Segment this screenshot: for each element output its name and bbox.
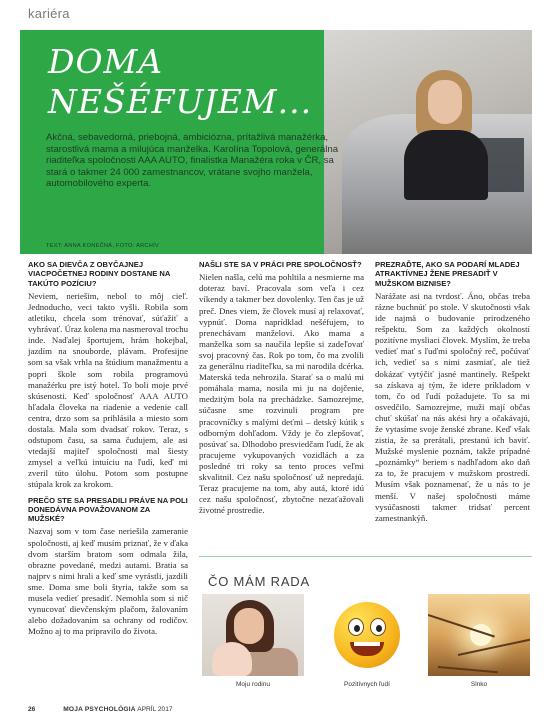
smiley-icon bbox=[334, 602, 400, 668]
family-photo bbox=[202, 594, 304, 676]
favorites-title: ČO MÁM RADA bbox=[208, 574, 310, 589]
column-1 bbox=[28, 260, 188, 637]
page-footer bbox=[28, 706, 173, 713]
portrait-body bbox=[404, 130, 488, 200]
article-lead: Akčná, sebavedomá, priebojná, ambiciózna, prítažlivá manažérka, starostlivá mama a milujúca manželka. Karolína Topolová, generálna riaditeľka spoločnosti AAA AUTO, finalistka Manažéra roka v ČR, sa stará o takmer 24 000 zamestnancov, vrátane svojho manžela, automobilového experta. bbox=[46, 132, 339, 190]
section-label: kariéra bbox=[28, 6, 70, 21]
portrait-face bbox=[428, 80, 462, 124]
smiley-eye-right bbox=[370, 618, 386, 636]
hero-photo bbox=[324, 30, 532, 254]
answer: Narážate asi na tvrdosť. Áno, občas treba rázne buchnúť po stole. V skutočnosti však ide najmä o budovanie prirodzeného rešpektu. Som za každých okolností pozitívne mysliaci človek. Myslím, že treba vedieť mať s ľuďmi spoločný reč, počúvať ich, vedieť sa s nimi zasmiať, ale tiež dokázať vytýčiť jasné mantinely. Rešpekt sa získava aj tým, že ideте príkladom v tom, čo od ľudí požadujete. To sa mi osvedčilo. Samozrejme, muži mají občas chuť skúšať na nás akési hry a očakávajú, že vytasíme svoje ženské zbrane. Keď však zistia, že sa prerátali, prestanú ich baviť. Mužské myslenie poznám, takže prípadné „poznámky“ beriem s nadhľadom ako daň za to, že pracujem v mužskom prostredí. Musím však poznamenať, že u nás to je menší. V našej spoločnosti máme vysúčasnosti takmer tridsať percent zamestnankýň. bbox=[375, 290, 530, 523]
question: AKO SA DIEVČA Z OBYČAJNEJ VIACPOČETNEJ RODINY DOSTANE NA TAKÚTO POZÍCIU? bbox=[28, 260, 171, 288]
column-2 bbox=[199, 260, 364, 516]
question: PREČO STE SA PRESADILI PRÁVE NA POLI DONEDÁVNA POVAŽOVANOM ZA MUŽSKÉ? bbox=[28, 495, 188, 524]
branch bbox=[438, 666, 498, 673]
smiley-mouth bbox=[350, 642, 384, 656]
section-divider bbox=[199, 556, 532, 557]
page-number: 26 bbox=[28, 706, 36, 713]
hero-banner bbox=[20, 30, 532, 254]
title-line-1: DOMA bbox=[48, 42, 164, 81]
caption-sun: Slnko bbox=[470, 681, 488, 688]
title-line-2: NEŠÉFUJEM... bbox=[48, 82, 313, 121]
smiley-photo bbox=[316, 594, 418, 676]
baby-figure bbox=[212, 642, 252, 676]
branch bbox=[458, 637, 530, 656]
answer: Nielen našla, celú ma pohltila a nesmierne ma doteraz baví. Pracovala som veľa i cez víkendy a takmer bez dovolenky. Ten čas je už preč. Dnes viem, že človek musí aj relaxovať, vypnúť. Doma naprídklad nešéfujem, to prenechávam manželovi. Ako mama a manželka som sa naučila lepšie si zadeľovať svoj pracovný čas. Rok po tom, čo ma zvolili za generálnu riaditeľku, sa mi narodila dcérka. Materská teda nehrozila. Starať sa o malú mi pomáhala mama, nosila mi ju na dojčenie, medzitým bola na prechádzke. Samozrejme, súčasne sme rozvinuli program pre pracovníčky s malými deťmi – detský kútik s odborným dohľadom. Vždy je čo zlepšovať, posúvať sa. Dlhodobo presviedčam ľudí, že ak pracujeme vykupovaných vozidlách a za posledné tri roky sa tento proces veľmi skvalitnil. Cez našu spoločnosť už nepredajú. Teraz pracujeme na tom, aby autá, ktoré idú cez našu spoločnosť, zbytočne nezaťažovali životné prostredie. bbox=[199, 272, 364, 516]
article-credit: TEXT: ANNA KONEČNÁ, FOTO: ARCHÍV bbox=[46, 243, 160, 249]
mother-face bbox=[234, 608, 264, 644]
smiley-eye-left bbox=[348, 618, 364, 636]
question: PREZRAĎTE, AKO SA PODARÍ MLADEJ ATRAKTÍVNEJ ŽENE PRESADIŤ V MUŽSKOM BIZNISE? bbox=[375, 260, 520, 288]
issue-date: APRÍL 2017 bbox=[137, 706, 173, 713]
magazine-name: MOJA PSYCHOLÓGIA bbox=[63, 706, 136, 713]
caption-family: Moju rodinu bbox=[236, 681, 270, 688]
answer: Nazvaj som v tom čase neriešila zameranie spoločnosti, aj keď musím priznať, že v ďaka dvom starším bratom som odmala žila, obrazne povedané, medzi autami. Bratia sa najprv s nimi hrali a keď sme vyrástli, jazdili sme. Doma sme boli štyria, takže som sa musela vedieť presadiť. Nemohla som si nič vynucovať dievčenským plačom, žalovaním alebo dožadovaním sa ochrany od rodičov. Možno aj to ma pripravilo do života. bbox=[28, 526, 188, 637]
caption-people: Pozitívnych ľudí bbox=[344, 681, 390, 688]
answer: Neviem, neriešim, nebol to môj cieľ. Jednoducho, veci takto vyšli. Robila som atletiku, chcela som trénovať, súťažiť a vyhrávať. Úraz kolena ma nasmeroval trochu inde. Naďalej športujem, hrám hokejbal, jazdím na snoubordе, plávam. Profesijne som sa však vrhla na štúdium manažmentu a popri škole som robila programovú manažérku pre istý hotel. To boli moje prvé skúsenosti. Keď spoločnosť AAA AUTO hľadala človeka na riadenie a vedenie call centra, drzo som sa prihlásila a miesto som dostala. Mala som dvadsať rokov. Teraz, s odstupom času, sa sama čudujem, ale asi vtedajší majiteľ spoločnosti mal šiesty zmysel a veľkú intuíciu na ľudí, keď mi zveril túto úlohu. Potom som postupne stúpala krok za krokom. bbox=[28, 290, 188, 490]
article-title bbox=[48, 42, 338, 122]
mother-shoulder bbox=[246, 648, 298, 676]
question: NAŠLI STE SA V PRÁCI PRE SPOLOČNOSŤ? bbox=[199, 260, 362, 269]
sun-photo bbox=[428, 594, 530, 676]
column-3 bbox=[375, 260, 530, 524]
